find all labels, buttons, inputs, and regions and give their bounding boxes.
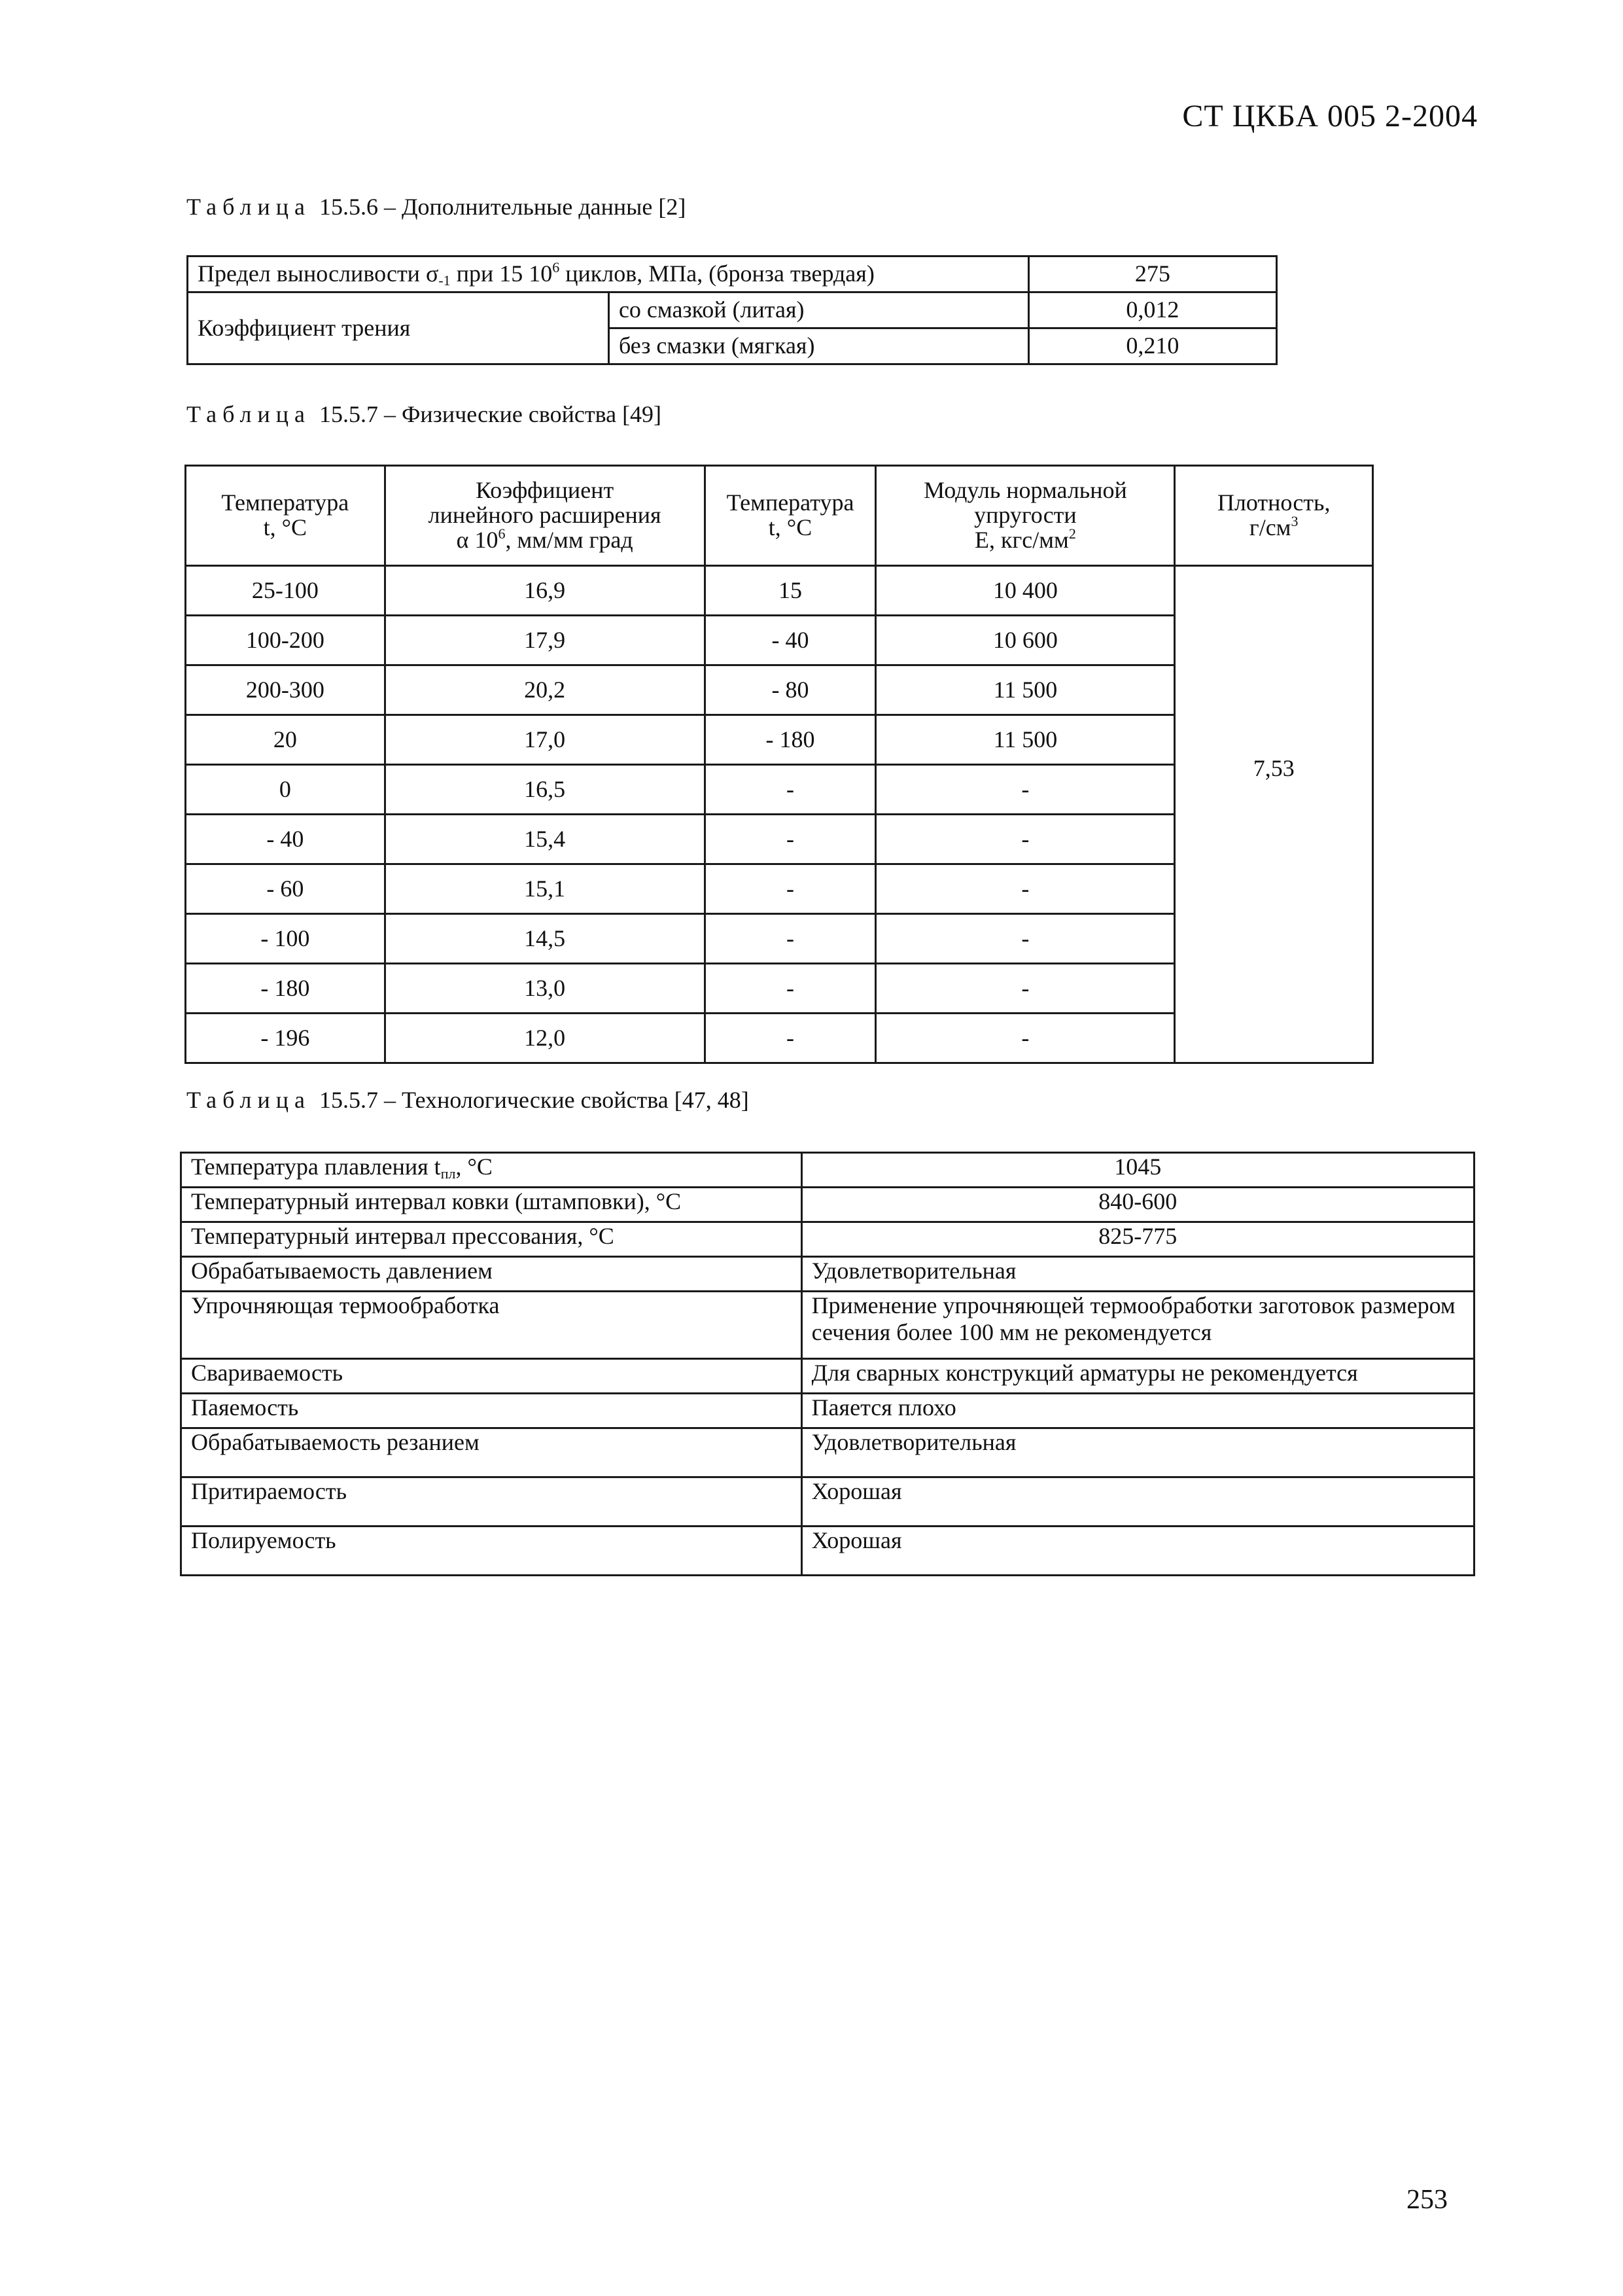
table-row bbox=[186, 566, 1373, 616]
friction-condition: со смазкой (литая) bbox=[608, 292, 1028, 328]
property-label: Обрабатываемость давлением bbox=[181, 1257, 802, 1292]
property-value: 825-775 bbox=[801, 1222, 1474, 1257]
table-row bbox=[188, 256, 1277, 292]
cell-expansion: 16,5 bbox=[385, 765, 705, 815]
property-label: Полируемость bbox=[181, 1527, 802, 1576]
table1-caption-text: 15.5.6 – Дополнительные данные [2] bbox=[319, 194, 686, 220]
property-value: Удовлетворительная bbox=[801, 1257, 1474, 1292]
endurance-label-cell bbox=[188, 256, 1029, 292]
label-subscript: пл bbox=[440, 1165, 456, 1182]
header-line bbox=[886, 525, 1164, 553]
table-row bbox=[181, 1257, 1475, 1292]
property-label: Температурный интервал ковки (штамповки), °C bbox=[181, 1188, 802, 1222]
friction-value: 0,210 bbox=[1028, 328, 1276, 364]
property-label: Обрабатываемость резанием bbox=[181, 1428, 802, 1477]
friction-condition: без смазки (мягкая) bbox=[608, 328, 1028, 364]
table2-caption bbox=[186, 400, 661, 428]
cell-expansion: 16,9 bbox=[385, 566, 705, 616]
cell-modulus: - bbox=[876, 815, 1175, 864]
cell-modulus: 10 400 bbox=[876, 566, 1175, 616]
table-row bbox=[181, 1527, 1475, 1576]
header-temperature-2 bbox=[705, 466, 876, 566]
header-line: упругости bbox=[974, 502, 1077, 529]
cell-density: 7,53 bbox=[1175, 566, 1373, 1063]
property-label: Свариваемость bbox=[181, 1359, 802, 1394]
header-line: Плотность, bbox=[1217, 489, 1331, 516]
cell-expansion: 15,1 bbox=[385, 864, 705, 914]
property-label: Паяемость bbox=[181, 1394, 802, 1428]
table3-caption-text: 15.5.7 – Технологические свойства [47, 48] bbox=[319, 1087, 749, 1113]
cell-expansion: 20,2 bbox=[385, 665, 705, 715]
header-line bbox=[395, 525, 695, 553]
table-row bbox=[181, 1428, 1475, 1477]
cell-modulus: - bbox=[876, 964, 1175, 1014]
cell-temperature-2: - 80 bbox=[705, 665, 876, 715]
melting-temperature-label bbox=[181, 1153, 802, 1188]
endurance-label-post: циклов, МПа, (бронза твердая) bbox=[559, 260, 875, 287]
technological-properties-table bbox=[180, 1152, 1475, 1576]
table-row bbox=[181, 1222, 1475, 1257]
melting-temperature-value: 1045 bbox=[801, 1153, 1474, 1188]
physical-properties-table bbox=[184, 465, 1374, 1064]
cell-expansion: 17,0 bbox=[385, 715, 705, 765]
header-superscript: 2 bbox=[1068, 525, 1076, 542]
table-row bbox=[181, 1153, 1475, 1188]
header-line: t, °C bbox=[768, 514, 812, 540]
table-row bbox=[181, 1188, 1475, 1222]
header-line: Коэффициент bbox=[476, 477, 614, 504]
cell-temperature-2: - bbox=[705, 815, 876, 864]
cell-temperature-1: 0 bbox=[186, 765, 385, 815]
header-density bbox=[1175, 466, 1373, 566]
endurance-subscript: -1 bbox=[438, 272, 451, 289]
table-header-row bbox=[186, 466, 1373, 566]
cell-modulus: 11 500 bbox=[876, 715, 1175, 765]
property-value: Хорошая bbox=[801, 1527, 1474, 1576]
cell-temperature-1: 20 bbox=[186, 715, 385, 765]
header-line: Температура bbox=[726, 489, 854, 516]
cell-modulus: - bbox=[876, 864, 1175, 914]
table-row bbox=[181, 1477, 1475, 1527]
endurance-label-mid: при 15 10 bbox=[450, 260, 553, 287]
cell-temperature-2: - bbox=[705, 864, 876, 914]
cell-temperature-2: - 40 bbox=[705, 616, 876, 665]
friction-label: Коэффициент трения bbox=[188, 292, 609, 364]
cell-temperature-1: - 40 bbox=[186, 815, 385, 864]
header-line bbox=[1185, 513, 1363, 540]
cell-temperature-2: - bbox=[705, 1014, 876, 1063]
page-number: 253 bbox=[1406, 2185, 1448, 2215]
table3-caption-word: Таблица bbox=[186, 1087, 311, 1113]
label-text: , °C bbox=[455, 1154, 493, 1180]
cell-temperature-2: - bbox=[705, 914, 876, 964]
property-value: 840-600 bbox=[801, 1188, 1474, 1222]
cell-temperature-2: 15 bbox=[705, 566, 876, 616]
property-label: Притираемость bbox=[181, 1477, 802, 1527]
cell-expansion: 17,9 bbox=[385, 616, 705, 665]
table-row bbox=[181, 1359, 1475, 1394]
cell-modulus: - bbox=[876, 1014, 1175, 1063]
property-value: Для сварных конструкций арматуры не рекомендуется bbox=[801, 1359, 1474, 1394]
table1-caption bbox=[186, 193, 686, 221]
additional-data-table bbox=[186, 255, 1278, 365]
header-line: Модуль нормальной bbox=[924, 477, 1127, 504]
header-temperature-1 bbox=[186, 466, 385, 566]
cell-temperature-1: 200-300 bbox=[186, 665, 385, 715]
table1-caption-word: Таблица bbox=[186, 194, 311, 220]
header-line: Температура bbox=[221, 489, 349, 516]
header-superscript: 3 bbox=[1291, 513, 1299, 529]
table-row bbox=[181, 1394, 1475, 1428]
label-text: Температура плавления t bbox=[191, 1154, 441, 1180]
header-line: линейного расширения bbox=[428, 502, 661, 529]
endurance-label: Предел выносливости σ bbox=[198, 260, 439, 287]
header-text: α 10 bbox=[456, 526, 498, 553]
header-superscript: 6 bbox=[498, 525, 506, 542]
header-elastic-modulus bbox=[876, 466, 1175, 566]
header-expansion-coefficient bbox=[385, 466, 705, 566]
cell-expansion: 14,5 bbox=[385, 914, 705, 964]
table-row bbox=[188, 292, 1277, 328]
endurance-value: 275 bbox=[1028, 256, 1276, 292]
table-row bbox=[181, 1292, 1475, 1359]
property-value: Хорошая bbox=[801, 1477, 1474, 1527]
cell-temperature-1: - 60 bbox=[186, 864, 385, 914]
cell-modulus: - bbox=[876, 914, 1175, 964]
header-line: t, °C bbox=[263, 514, 307, 540]
cell-expansion: 12,0 bbox=[385, 1014, 705, 1063]
cell-temperature-1: 25-100 bbox=[186, 566, 385, 616]
table2-caption-word: Таблица bbox=[186, 401, 311, 427]
header-text: E, кгс/мм bbox=[975, 526, 1069, 553]
header-text: , мм/мм град bbox=[505, 526, 633, 553]
cell-modulus: 11 500 bbox=[876, 665, 1175, 715]
cell-modulus: - bbox=[876, 765, 1175, 815]
cell-temperature-1: - 180 bbox=[186, 964, 385, 1014]
cell-temperature-2: - bbox=[705, 964, 876, 1014]
table2-caption-text: 15.5.7 – Физические свойства [49] bbox=[319, 401, 662, 427]
cell-expansion: 13,0 bbox=[385, 964, 705, 1014]
property-value: Удовлетворительная bbox=[801, 1428, 1474, 1477]
cell-modulus: 10 600 bbox=[876, 616, 1175, 665]
cell-temperature-1: - 196 bbox=[186, 1014, 385, 1063]
cell-expansion: 15,4 bbox=[385, 815, 705, 864]
friction-value: 0,012 bbox=[1028, 292, 1276, 328]
property-value: Паяется плохо bbox=[801, 1394, 1474, 1428]
header-text: г/см bbox=[1249, 514, 1291, 540]
endurance-superscript: 6 bbox=[552, 259, 560, 276]
cell-temperature-2: - 180 bbox=[705, 715, 876, 765]
cell-temperature-1: 100-200 bbox=[186, 616, 385, 665]
property-value: Применение упрочняющей термообработки заготовок размером сечения более 100 мм не рекомендуется bbox=[801, 1292, 1474, 1359]
property-label: Температурный интервал прессования, °C bbox=[181, 1222, 802, 1257]
cell-temperature-1: - 100 bbox=[186, 914, 385, 964]
property-label: Упрочняющая термообработка bbox=[181, 1292, 802, 1359]
table3-caption bbox=[186, 1086, 749, 1114]
document-code: СТ ЦКБА 005 2-2004 bbox=[1182, 99, 1478, 133]
cell-temperature-2: - bbox=[705, 765, 876, 815]
